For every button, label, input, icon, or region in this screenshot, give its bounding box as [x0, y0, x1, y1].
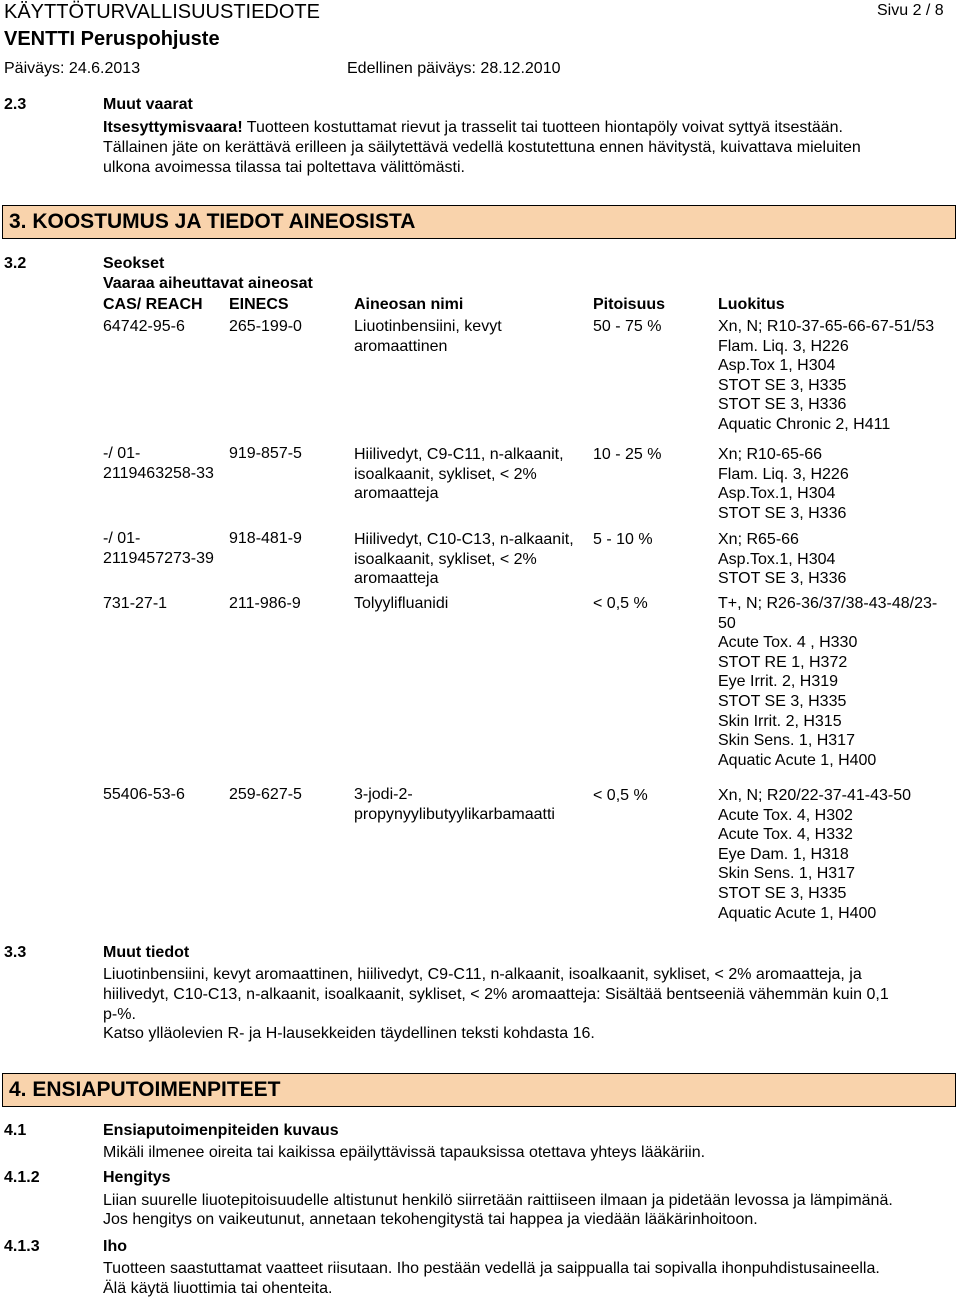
row2-name: Hiilivedyt, C9-C11, n-alkaanit, isoalkaanit, sykliset, < 2% aromaatteja: [354, 446, 564, 503]
col-header-concentration: Pitoisuus: [593, 296, 666, 313]
section-3-header: [2, 205, 956, 239]
section-3-3-line2: hiilivedyt, C10-C13, n-alkaanit, isoalkaanit, sykliset, < 2% aromaatteja: Sisältää bentseeniä vähemmän kuin 0,1: [103, 986, 889, 1003]
section-3-2-title: Seokset: [103, 255, 165, 272]
row2-einecs: 919-857-5: [229, 445, 302, 462]
previous-date: Edellinen päiväys: 28.12.2010: [347, 60, 561, 77]
row4-name: Tolyylifluanidi: [354, 595, 449, 612]
row5-classification: Xn, N; R20/22-37-41-43-50 Acute Tox. 4, H302 Acute Tox. 4, H332 Eye Dam. 1, H318 Skin Sens. 1, H317 STOT SE 3, H335 Aquatic Acute 1, H400: [718, 787, 911, 922]
section-4-1-number: 4.1: [4, 1122, 27, 1139]
col-header-einecs: EINECS: [229, 296, 289, 313]
section-4-1-2-line2: Jos hengitys on vaikeutunut, annetaan tekohengitystä tai happea ja viedään lääkärinhoitoon.: [103, 1211, 758, 1228]
row2-concentration: 10 - 25 %: [593, 446, 662, 463]
row1-einecs: 265-199-0: [229, 318, 302, 335]
section-3-title: 3. KOOSTUMUS JA TIEDOT AINEOSISTA: [9, 210, 416, 233]
section-3-3-title: Muut tiedot: [103, 944, 190, 961]
row4-einecs: 211-986-9: [229, 595, 301, 612]
row2-classification: Xn; R10-65-66 Flam. Liq. 3, H226 Asp.Tox.1, H304 STOT SE 3, H336: [718, 446, 849, 522]
section-2-3-title: Muut vaarat: [103, 96, 193, 113]
document-type: KÄYTTÖTURVALLISUUSTIEDOTE: [4, 1, 320, 23]
row1-cas: 64742-95-6: [103, 318, 185, 335]
col-header-cas: CAS/ REACH: [103, 296, 203, 313]
section-3-3-line3: p-%.: [103, 1006, 136, 1023]
section-4-1-3-line1: Tuotteen saastuttamat vaatteet riisutaan. Iho pestään vedellä ja saippualla tai sopivalla ihonpuhdistusaineella.: [103, 1260, 880, 1277]
section-3-3-number: 3.3: [4, 944, 27, 961]
date: Päiväys: 24.6.2013: [4, 60, 141, 77]
col-header-classification: Luokitus: [718, 296, 785, 313]
section-2-3-line2: Tällainen jäte on kerättävä erilleen ja säilytettävä vedellä kostutettuna ennen hävitystä, kuivattava mieluiten: [103, 139, 861, 156]
section-4-1-line1: Mikäli ilmenee oireita tai kaikissa epäilyttävissä tapauksissa otettava yhteys lääkäriin.: [103, 1144, 706, 1161]
section-4-1-3-title: Iho: [103, 1238, 127, 1255]
row5-concentration: < 0,5 %: [593, 787, 648, 804]
section-4-1-2-number: 4.1.2: [4, 1169, 40, 1186]
section-4-1-3-line2: Älä käytä liuottimia tai ohenteita.: [103, 1280, 333, 1297]
row3-einecs: 918-481-9: [229, 530, 302, 547]
row5-einecs: 259-627-5: [229, 786, 302, 803]
section-2-3-line1: Itsesyttymisvaara! Tuotteen kostuttamat rievut ja trasselit tai tuotteen hiontapöly voivat syttyä itsestään.: [103, 119, 843, 136]
self-ignition-warning: Itsesyttymisvaara!: [103, 119, 243, 136]
section-2-3-number: 2.3: [4, 96, 27, 113]
row3-name: Hiilivedyt, C10-C13, n-alkaanit, isoalkaanit, sykliset, < 2% aromaatteja: [354, 531, 574, 588]
section-2-3-line3: ulkona avoimessa tilassa tai poltettava välittömästi.: [103, 159, 465, 176]
row3-concentration: 5 - 10 %: [593, 531, 653, 548]
row3-classification: Xn; R65-66 Asp.Tox.1, H304 STOT SE 3, H336: [718, 531, 847, 588]
section-3-2-number: 3.2: [4, 255, 27, 272]
row1-concentration: 50 - 75 %: [593, 318, 662, 335]
row5-name: 3-jodi-2- propynyylibutyylikarbamaatti: [354, 786, 555, 823]
section-4-1-2-line1: Liian suurelle liuotepitoisuudelle altistunut henkilö siirretään raittiiseen ilmaan ja pidetään levossa ja lämpimänä.: [103, 1192, 893, 1209]
page-number: Sivu 2 / 8: [877, 2, 944, 19]
section-4-header: [2, 1073, 956, 1107]
row2-cas: -/ 01- 2119463258-33: [103, 445, 214, 482]
row5-cas: 55406-53-6: [103, 786, 185, 803]
product-name: VENTTI Peruspohjuste: [4, 28, 220, 50]
section-4-title: 4. ENSIAPUTOIMENPITEET: [9, 1078, 281, 1101]
col-header-name: Aineosan nimi: [354, 296, 464, 313]
section-3-3-line4: Katso ylläolevien R- ja H-lausekkeiden täydellinen teksti kohdasta 16.: [103, 1025, 595, 1042]
section-3-2-subtitle: Vaaraa aiheuttavat aineosat: [103, 275, 313, 292]
section-4-1-3-number: 4.1.3: [4, 1238, 40, 1255]
row1-classification: Xn, N; R10-37-65-66-67-51/53 Flam. Liq. 3, H226 Asp.Tox 1, H304 STOT SE 3, H335 STOT SE 3, H336 Aquatic Chronic 2, H411: [718, 318, 935, 433]
section-4-1-title: Ensiaputoimenpiteiden kuvaus: [103, 1122, 339, 1139]
row4-concentration: < 0,5 %: [593, 595, 648, 612]
section-3-3-line1: Liuotinbensiini, kevyt aromaattinen, hiilivedyt, C9-C11, n-alkaanit, isoalkaanit, sykliset, < 2% aromaatteja, ja: [103, 966, 862, 983]
row4-classification: T+, N; R26-36/37/38-43-48/23- 50 Acute Tox. 4 , H330 STOT RE 1, H372 Eye Irrit. 2, H319 STOT SE 3, H335 Skin Irrit. 2, H315 Skin Sens. 1, H317 Aquatic Acute 1, H400: [718, 595, 938, 769]
section-4-1-2-title: Hengitys: [103, 1169, 171, 1186]
row1-name: Liuotinbensiini, kevyt aromaattinen: [354, 318, 502, 355]
row4-cas: 731-27-1: [103, 595, 168, 612]
row3-cas: -/ 01- 2119457273-39: [103, 530, 214, 567]
